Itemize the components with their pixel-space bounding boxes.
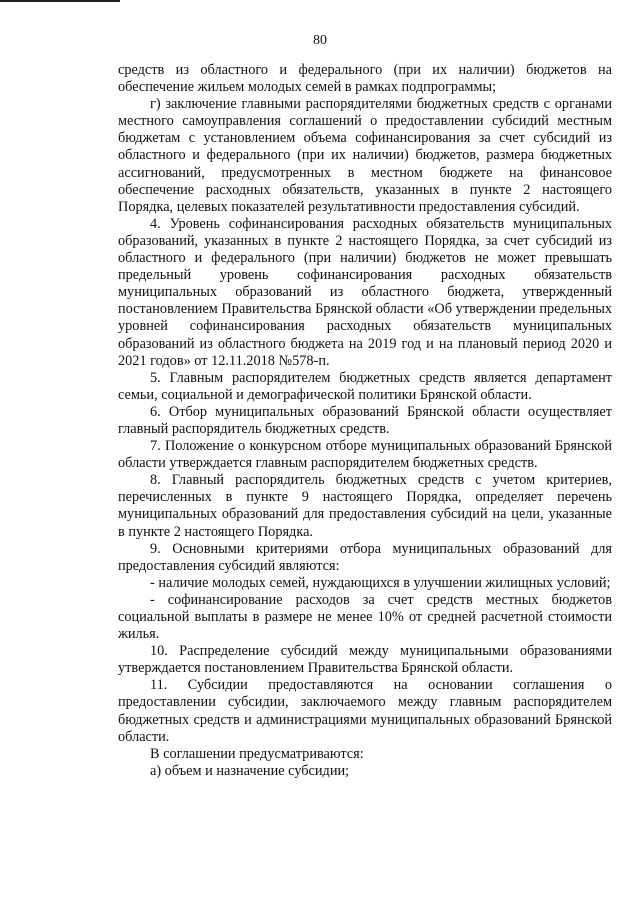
paragraph-8: 8. Главный распорядитель бюджетных средств с учетом критериев, перечисленных в пункте 9 настоящего Порядка, определяет перечень муниципальных образований для предоставления субсидий на цели, указанные в пункте 2 настоящего Порядка. [118,472,612,540]
paragraph-10: 10. Распределение субсидий между муниципальными образованиями утверждается постановлением Правительства Брянской области. [118,643,612,677]
agreement-item-a: а) объем и назначение субсидии; [150,762,350,779]
paragraph-continuation: средств из областного и федерального (при их наличии) бюджетов на обеспечение жильем молодых семей в рамках подпрограммы; [118,62,612,96]
paragraph-6: 6. Отбор муниципальных образований Брянской области осуществляет главный распорядитель бюджетных средств. [118,403,612,437]
paragraph-7: 7. Положение о конкурсном отборе муниципальных образований Брянской области утверждается главным распорядителем бюджетных средств. [118,438,612,472]
paragraph-5: 5. Главным распорядителем бюджетных средств является департамент семьи, социальной и демографической политики Брянской области. [118,369,612,403]
paragraph-item-g: г) заключение главными распорядителями бюджетных средств с органами местного самоуправления соглашений о предоставлении субсидий местным бюджетам с установлением объема софинансирования за счет субсидий из областного и федерального (при их наличии) бюджетов, размера бюджетных ассигнований, предусмотренных в местном бюджете на финансовое обеспечение расходных обязательств, указанных в пункте 2 настоящего Порядка, целевых показателей результативности предоставления субсидий. [118,96,612,215]
paragraph-9: 9. Основными критериями отбора муниципальных образований для предоставления субсидий являются: [118,540,612,574]
page-number: 80 [313,33,327,48]
top-rule [0,0,120,2]
criteria-item-2: - софинансирование расходов за счет средств местных бюджетов социальной выплаты в размере не менее 10% от средней расчетной стоимости жилья. [118,591,612,643]
paragraph-4: 4. Уровень софинансирования расходных обязательств муниципальных образований, указанных в пункте 2 настоящего Порядка, за счет субсидий из областного и федерального (при наличии) бюджетов не может превышать предельный уровень софинансирования расходных обязательств муниципальных образований из областного бюджета, утвержденный постановлением Правительства Брянской области «Об утверждении предельных уровней софинансирования расходных обязательств муниципальных образований из областного бюджета на 2019 год и на плановый период 2020 и 2021 годов» от 12.11.2018 №578-п. [118,215,612,369]
agreement-intro: В соглашении предусматриваются: [150,745,364,762]
document-body [118,62,612,780]
paragraph-11: 11. Субсидии предоставляются на основании соглашения о предоставлении субсидии, заключаемого между главным распорядителем бюджетных средств и администрациями муниципальных образований Брянской области. [118,677,612,745]
criteria-item-1: - наличие молодых семей, нуждающихся в улучшении жилищных условий; [150,574,611,591]
